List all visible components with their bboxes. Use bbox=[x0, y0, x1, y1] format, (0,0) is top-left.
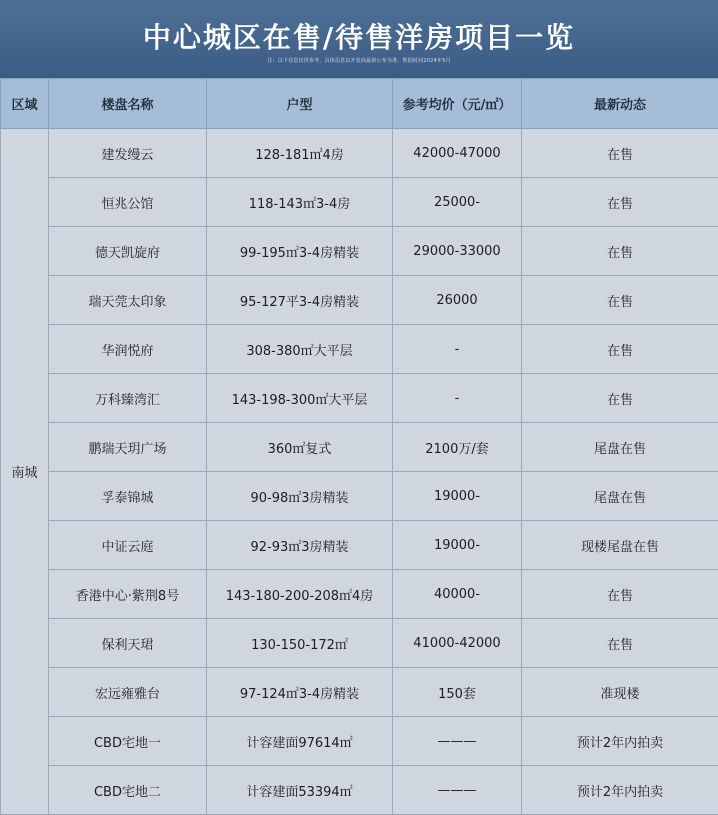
project-name-cell: 宏远雍雅台 bbox=[49, 668, 207, 717]
project-name-cell: 中证云庭 bbox=[49, 521, 207, 570]
page-title: 中心城区在售/待售洋房项目一览 bbox=[142, 21, 576, 54]
table-row bbox=[1, 619, 718, 668]
table-row bbox=[1, 423, 718, 472]
table-row bbox=[1, 521, 718, 570]
table-row bbox=[1, 227, 718, 276]
avg-price-cell: - bbox=[393, 325, 522, 374]
table-row bbox=[1, 717, 718, 766]
column-header-status: 最新动态 bbox=[522, 79, 718, 129]
project-name-cell: CBD宅地一 bbox=[49, 717, 207, 766]
avg-price-cell: 2100万/套 bbox=[393, 423, 522, 472]
unit-type-cell: 128-181㎡4房 bbox=[207, 129, 393, 178]
unit-type-cell: 95-127平3-4房精装 bbox=[207, 276, 393, 325]
unit-type-cell: 99-195㎡3-4房精装 bbox=[207, 227, 393, 276]
status-cell: 在售 bbox=[522, 276, 718, 325]
project-name-cell: 万科臻湾汇 bbox=[49, 374, 207, 423]
avg-price-cell: 150套 bbox=[393, 668, 522, 717]
status-cell: 尾盘在售 bbox=[522, 472, 718, 521]
table-row bbox=[1, 570, 718, 619]
disclaimer-note: 注：以下信息仅供参考，具体信息以开发商最新公布为准，数据时间2024年5月 bbox=[267, 58, 451, 64]
status-cell: 预计2年内拍卖 bbox=[522, 766, 718, 815]
unit-type-cell: 计容建面97614㎡ bbox=[207, 717, 393, 766]
status-cell: 预计2年内拍卖 bbox=[522, 717, 718, 766]
title-banner bbox=[0, 0, 718, 78]
table-row bbox=[1, 276, 718, 325]
table-row bbox=[1, 325, 718, 374]
table-row bbox=[1, 374, 718, 423]
table-row bbox=[1, 766, 718, 815]
region-cell: 南城 bbox=[1, 129, 49, 815]
status-cell: 尾盘在售 bbox=[522, 423, 718, 472]
status-cell: 在售 bbox=[522, 374, 718, 423]
avg-price-cell: 25000- bbox=[393, 178, 522, 227]
status-cell: 在售 bbox=[522, 178, 718, 227]
column-header-name: 楼盘名称 bbox=[49, 79, 207, 129]
avg-price-cell: 26000 bbox=[393, 276, 522, 325]
table-row bbox=[1, 472, 718, 521]
table-row bbox=[1, 178, 718, 227]
project-name-cell: CBD宅地二 bbox=[49, 766, 207, 815]
unit-type-cell: 计容建面53394㎡ bbox=[207, 766, 393, 815]
status-cell: 在售 bbox=[522, 325, 718, 374]
avg-price-cell: - bbox=[393, 374, 522, 423]
table-header-row bbox=[1, 79, 718, 129]
avg-price-cell: ——— bbox=[393, 717, 522, 766]
status-cell: 在售 bbox=[522, 227, 718, 276]
column-header-type: 户型 bbox=[207, 79, 393, 129]
status-cell: 准现楼 bbox=[522, 668, 718, 717]
project-name-cell: 孚泰锦城 bbox=[49, 472, 207, 521]
project-table bbox=[0, 78, 718, 815]
table-row bbox=[1, 668, 718, 717]
avg-price-cell: ——— bbox=[393, 766, 522, 815]
table-body bbox=[1, 129, 718, 815]
avg-price-cell: 19000- bbox=[393, 472, 522, 521]
unit-type-cell: 90-98㎡3房精装 bbox=[207, 472, 393, 521]
unit-type-cell: 308-380㎡大平层 bbox=[207, 325, 393, 374]
status-cell: 在售 bbox=[522, 619, 718, 668]
project-name-cell: 保利天珺 bbox=[49, 619, 207, 668]
unit-type-cell: 360㎡复式 bbox=[207, 423, 393, 472]
unit-type-cell: 143-180-200-208㎡4房 bbox=[207, 570, 393, 619]
project-name-cell: 恒兆公馆 bbox=[49, 178, 207, 227]
unit-type-cell: 130-150-172㎡ bbox=[207, 619, 393, 668]
column-header-region: 区域 bbox=[1, 79, 49, 129]
avg-price-cell: 42000-47000 bbox=[393, 129, 522, 178]
unit-type-cell: 143-198-300㎡大平层 bbox=[207, 374, 393, 423]
avg-price-cell: 40000- bbox=[393, 570, 522, 619]
unit-type-cell: 92-93㎡3房精装 bbox=[207, 521, 393, 570]
project-name-cell: 香港中心·紫荆8号 bbox=[49, 570, 207, 619]
project-name-cell: 华润悦府 bbox=[49, 325, 207, 374]
table-row bbox=[1, 129, 718, 178]
project-name-cell: 德天凯旋府 bbox=[49, 227, 207, 276]
avg-price-cell: 41000-42000 bbox=[393, 619, 522, 668]
project-name-cell: 鹏瑞天玥广场 bbox=[49, 423, 207, 472]
project-name-cell: 瑞天莞太印象 bbox=[49, 276, 207, 325]
avg-price-cell: 29000-33000 bbox=[393, 227, 522, 276]
status-cell: 在售 bbox=[522, 129, 718, 178]
status-cell: 现楼尾盘在售 bbox=[522, 521, 718, 570]
unit-type-cell: 118-143㎡3-4房 bbox=[207, 178, 393, 227]
column-header-price: 参考均价（元/㎡） bbox=[393, 79, 522, 129]
project-name-cell: 建发缦云 bbox=[49, 129, 207, 178]
avg-price-cell: 19000- bbox=[393, 521, 522, 570]
unit-type-cell: 97-124㎡3-4房精装 bbox=[207, 668, 393, 717]
status-cell: 在售 bbox=[522, 570, 718, 619]
